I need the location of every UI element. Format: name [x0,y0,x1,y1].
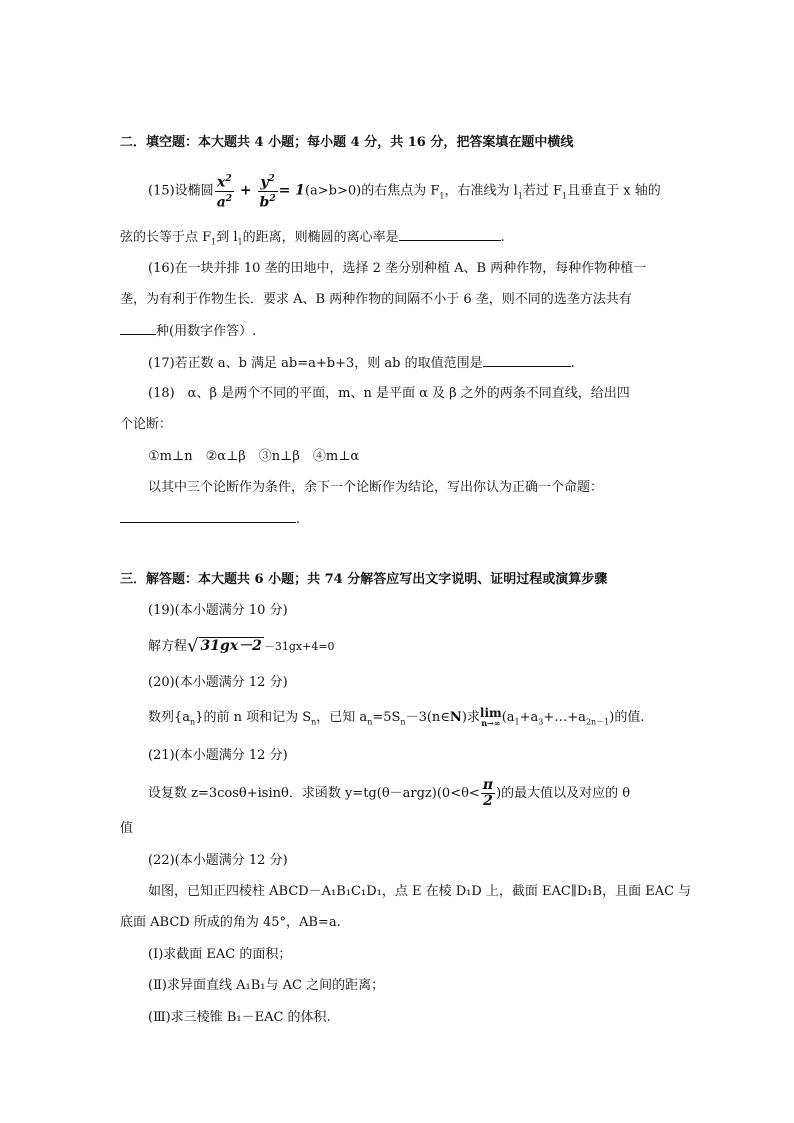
q19-postfix: －31gx+4=0 [263,640,335,653]
answer-blank-15[interactable] [399,227,501,241]
question-22-title: (22)(本小题满分 12 分) [148,853,288,868]
q15-number: (15)设椭圆 [148,183,214,199]
q16-tail: 种(用数字作答）. [156,324,257,339]
q20-sum-close: )的值. [609,710,645,725]
q20-part-3: =5S [372,710,401,725]
equals-one: = 1 [278,182,305,199]
q20-sum-open: (a [501,710,515,725]
square-root: √ 31gx－2 [187,635,262,657]
q18-end: . [296,512,301,527]
question-22-line-2: 底面 ABCD 所成的角为 45°，AB=a. [120,915,341,930]
question-18-line-1: (18) α、β 是两个不同的平面，m、n 是平面 α 及 β 之外的两条不同直线，给出四 [148,386,630,401]
q21-prefix: 设复数 z=3cosθ+isinθ．求函数 y=tg(θ－argz)(0<θ< [148,786,480,801]
q15-tail-2: 且垂直于 x 轴的 [567,183,661,199]
q19-prefix: 解方程 [148,639,188,654]
q15-tail: 若过 F [522,183,563,199]
question-19-title: (19)(本小题满分 10 分) [148,603,288,618]
q20-part-2: ，已知 a [316,710,368,725]
answer-blank-17[interactable] [483,353,571,367]
question-22-part-3: (Ⅲ)求三棱锥 B₁－EAC 的体积. [148,1010,331,1025]
q15-end: . [500,230,505,245]
question-22-part-1: (Ⅰ)求截面 EAC 的面积； [148,947,292,962]
question-18-line-3: ①m⊥n ②α⊥β ③n⊥β ④m⊥α [148,449,360,464]
question-22-part-2: (Ⅱ)求异面直线 A₁B₁与 AC 之间的距离； [148,978,385,993]
question-22-line-1: 如图，已知正四棱柱 ABCD－A₁B₁C₁D₁，点 E 在棱 D₁D 上，截面 EAC∥D₁B，且面 EAC 与 [148,884,692,899]
question-21-body [148,776,630,812]
question-18-line-2: 个论断： [120,417,173,432]
question-18-line-5 [120,509,300,530]
question-18-line-4: 以其中三个论断作为条件，余下一个论断作为结论，写出你认为正确一个命题： [148,480,604,495]
q20-part-5: )求 [461,710,480,725]
q20-part-1: }的前 n 项和记为 S [195,710,312,725]
q15-line2-part-a: 弦的长等于点 F [120,230,212,245]
question-15-line-2: 弦的长等于点 $F_1$到 $l_1$的距离，则椭圆的离心率是 . [120,227,505,253]
q17-end: . [570,356,575,371]
natural-numbers-symbol: N [449,710,462,725]
q20-sum-plus: +a [519,710,539,725]
answer-blank-16[interactable] [120,321,156,335]
q21-postfix: )的最大值以及对应的 θ [496,786,631,801]
q20-sum-ellipsis: +…+a [543,710,586,725]
x-squared-over-a-squared: $\frac{x^2}{a^2}$ [216,174,233,211]
question-20-title: (20)(本小题满分 12 分) [148,675,288,690]
q15-line2-part-c: 的距离，则椭圆的离心率是 [242,230,399,245]
q20-part-4: －3(n∈ [405,710,450,725]
q15-line2-part-b: 到 l [216,230,238,245]
answer-blank-18[interactable] [120,509,296,523]
question-21-title: (21)(本小题满分 12 分) [148,748,288,763]
limit-operator: lim n→∞ [479,705,502,728]
question-16-line-3 [120,321,256,342]
q15-condition: (a>b>0)的右焦点为 F [304,183,440,199]
question-17 [148,353,575,374]
q17-text: (17)若正数 a、b 满足 ab=a+b+3，则 ab 的取值范围是 [148,356,483,371]
section-2-heading: 二．填空题：本大题共 4 小题；每小题 4 分，共 16 分，把答案填在题中横线 [120,135,574,150]
question-16-line-1: (16)在一块并排 10 垄的田地中，选择 2 垄分别种植 A、B 两种作物，每种作物种植一 [148,261,647,276]
section-3-heading: 三．解答题：本大题共 6 小题；共 74 分解答应写出文字说明、证明过程或演算步骤 [120,572,608,587]
question-21-line-2: 值 [120,821,134,836]
question-16-line-2: 垄，为有利于作物生长．要求 A、B 两种作物的间隔不小于 6 垄，则不同的选垄方法共有 [120,292,632,307]
q20-prefix: 数列{a [148,710,191,725]
question-20-body: 数列$\{a_n\}$的前 n 项和记为 $S_n$，已知 $a_n=5S_n-3(n\in N)$求 lim n→∞ $(a_1+a_3+\dots+a_{2n-1})$的值. [148,705,645,728]
y-squared-over-b-squared: $\frac{y^2}{b^2}$ [259,174,276,211]
pi-over-two: $\frac{\pi}{2}$ [482,777,494,809]
question-15-line-1: (15)设椭圆 $\frac{x^2}{a^2}$ + $\frac{y^2}{b^2}$ = 1(a>b>0)的右焦点为 $F_1$，右准线为 $l_1$若过 $F_1$且垂直于 x 轴的 [148,174,661,211]
question-19-body [148,633,335,660]
radicand: 31gx－2 [200,638,262,654]
q15-directrix: ，右准线为 l [444,183,518,199]
